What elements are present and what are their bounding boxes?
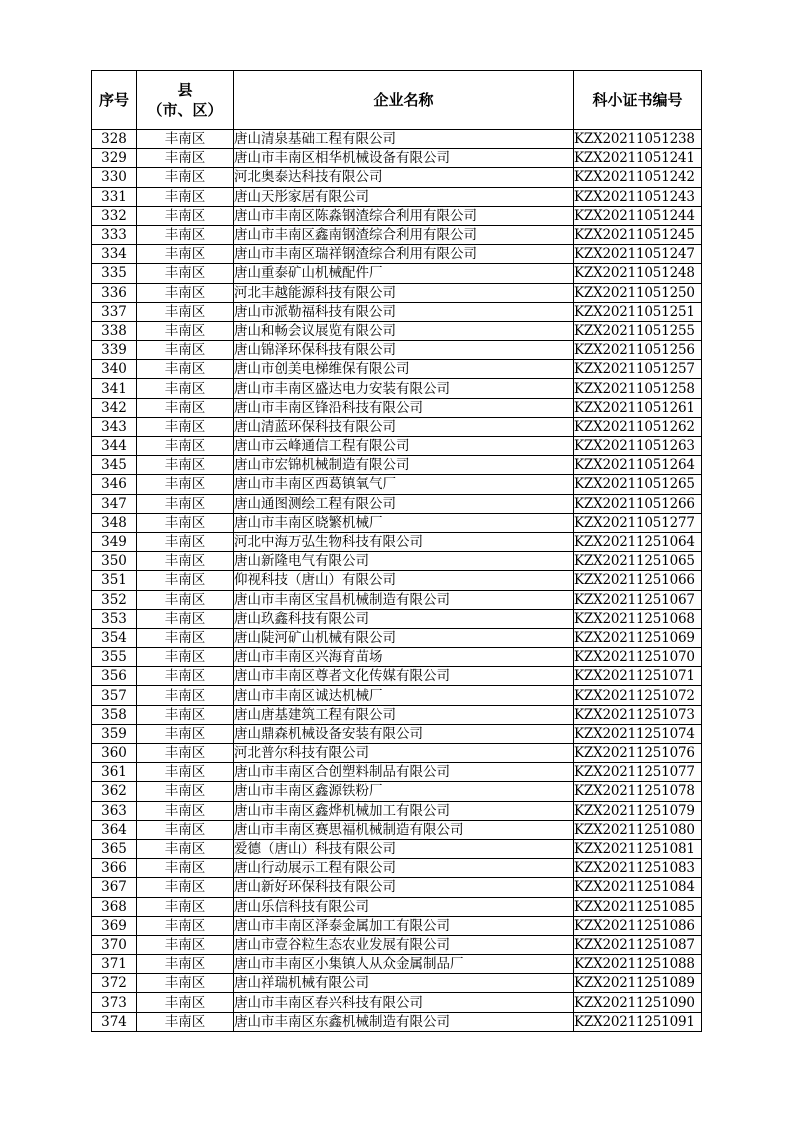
county-cell: 丰南区 bbox=[137, 667, 234, 686]
county-cell: 丰南区 bbox=[137, 245, 234, 264]
certificate-number-cell: KZX20211051247 bbox=[574, 245, 702, 264]
serial-number-cell: 328 bbox=[92, 130, 137, 149]
certificate-number-cell: KZX20211251089 bbox=[574, 974, 702, 993]
company-name-cell: 唐山清蓝环保科技有限公司 bbox=[234, 417, 574, 436]
certificate-number-cell: KZX20211251064 bbox=[574, 532, 702, 551]
header-row bbox=[92, 71, 702, 130]
table-row bbox=[92, 456, 702, 475]
company-name-cell: 唐山天彤家居有限公司 bbox=[234, 187, 574, 206]
certificate-number-cell: KZX20211251080 bbox=[574, 820, 702, 839]
certificate-number-cell: KZX20211051255 bbox=[574, 321, 702, 340]
table-row bbox=[92, 820, 702, 839]
header-county bbox=[137, 71, 234, 130]
table-row bbox=[92, 379, 702, 398]
serial-number-cell: 348 bbox=[92, 513, 137, 532]
county-cell: 丰南区 bbox=[137, 398, 234, 417]
company-name-cell: 唐山市丰南区鑫南钢渣综合利用有限公司 bbox=[234, 225, 574, 244]
company-name-cell: 唐山市丰南区小集镇人从众金属制品厂 bbox=[234, 955, 574, 974]
table-row bbox=[92, 283, 702, 302]
certificate-number-cell: KZX20211251073 bbox=[574, 705, 702, 724]
company-name-cell: 唐山玖鑫科技有限公司 bbox=[234, 609, 574, 628]
serial-number-cell: 370 bbox=[92, 935, 137, 954]
certificate-number-cell: KZX20211251091 bbox=[574, 1012, 702, 1031]
table-row bbox=[92, 494, 702, 513]
serial-number-cell: 331 bbox=[92, 187, 137, 206]
certificate-number-cell: KZX20211051277 bbox=[574, 513, 702, 532]
county-cell: 丰南区 bbox=[137, 916, 234, 935]
serial-number-cell: 339 bbox=[92, 341, 137, 360]
county-cell: 丰南区 bbox=[137, 456, 234, 475]
company-name-cell: 唐山市丰南区合创塑料制品有限公司 bbox=[234, 763, 574, 782]
serial-number-cell: 365 bbox=[92, 839, 137, 858]
county-cell: 丰南区 bbox=[137, 628, 234, 647]
county-cell: 丰南区 bbox=[137, 417, 234, 436]
serial-number-cell: 333 bbox=[92, 225, 137, 244]
serial-number-cell: 373 bbox=[92, 993, 137, 1012]
serial-number-cell: 332 bbox=[92, 206, 137, 225]
company-name-cell: 唐山锦泽环保科技有限公司 bbox=[234, 341, 574, 360]
header-company-name: 企业名称 bbox=[234, 71, 574, 130]
certificate-number-cell: KZX20211051244 bbox=[574, 206, 702, 225]
company-name-cell: 唐山唐基建筑工程有限公司 bbox=[234, 705, 574, 724]
table-row bbox=[92, 417, 702, 436]
company-name-cell: 河北丰越能源科技有限公司 bbox=[234, 283, 574, 302]
company-name-cell: 唐山市派勒福科技有限公司 bbox=[234, 302, 574, 321]
company-name-cell: 河北奥泰达科技有限公司 bbox=[234, 168, 574, 187]
company-name-cell: 唐山市丰南区鑫烨机械加工有限公司 bbox=[234, 801, 574, 820]
county-cell: 丰南区 bbox=[137, 955, 234, 974]
table-row bbox=[92, 897, 702, 916]
certificate-number-cell: KZX20211251088 bbox=[574, 955, 702, 974]
county-cell: 丰南区 bbox=[137, 494, 234, 513]
serial-number-cell: 352 bbox=[92, 590, 137, 609]
company-name-cell: 唐山市丰南区赛思福机械制造有限公司 bbox=[234, 820, 574, 839]
serial-number-cell: 358 bbox=[92, 705, 137, 724]
serial-number-cell: 341 bbox=[92, 379, 137, 398]
serial-number-cell: 354 bbox=[92, 628, 137, 647]
certificate-number-cell: KZX20211251077 bbox=[574, 763, 702, 782]
county-cell: 丰南区 bbox=[137, 552, 234, 571]
table-row bbox=[92, 513, 702, 532]
company-name-cell: 唐山祥瑞机械有限公司 bbox=[234, 974, 574, 993]
company-name-cell: 唐山通图测绘工程有限公司 bbox=[234, 494, 574, 513]
company-name-cell: 唐山市创美电梯维保有限公司 bbox=[234, 360, 574, 379]
serial-number-cell: 371 bbox=[92, 955, 137, 974]
serial-number-cell: 372 bbox=[92, 974, 137, 993]
table-row bbox=[92, 360, 702, 379]
serial-number-cell: 359 bbox=[92, 724, 137, 743]
table-row bbox=[92, 686, 702, 705]
county-cell: 丰南区 bbox=[137, 149, 234, 168]
table-row bbox=[92, 225, 702, 244]
serial-number-cell: 368 bbox=[92, 897, 137, 916]
company-name-cell: 唐山乐信科技有限公司 bbox=[234, 897, 574, 916]
certificate-number-cell: KZX20211251065 bbox=[574, 552, 702, 571]
table-row bbox=[92, 532, 702, 551]
county-cell: 丰南区 bbox=[137, 686, 234, 705]
county-cell: 丰南区 bbox=[137, 513, 234, 532]
table-row bbox=[92, 801, 702, 820]
certificate-number-cell: KZX20211251087 bbox=[574, 935, 702, 954]
certificate-number-cell: KZX20211051243 bbox=[574, 187, 702, 206]
county-cell: 丰南区 bbox=[137, 475, 234, 494]
serial-number-cell: 334 bbox=[92, 245, 137, 264]
table-row bbox=[92, 955, 702, 974]
certificate-number-cell: KZX20211251090 bbox=[574, 993, 702, 1012]
county-cell: 丰南区 bbox=[137, 935, 234, 954]
table-row bbox=[92, 168, 702, 187]
serial-number-cell: 364 bbox=[92, 820, 137, 839]
header-county-line1: 县 bbox=[177, 81, 193, 99]
certificate-number-cell: KZX20211051257 bbox=[574, 360, 702, 379]
certificate-number-cell: KZX20211251076 bbox=[574, 744, 702, 763]
serial-number-cell: 366 bbox=[92, 859, 137, 878]
serial-number-cell: 367 bbox=[92, 878, 137, 897]
serial-number-cell: 369 bbox=[92, 916, 137, 935]
county-cell: 丰南区 bbox=[137, 283, 234, 302]
company-name-cell: 唐山市丰南区鑫源铁粉厂 bbox=[234, 782, 574, 801]
county-cell: 丰南区 bbox=[137, 437, 234, 456]
serial-number-cell: 349 bbox=[92, 532, 137, 551]
serial-number-cell: 340 bbox=[92, 360, 137, 379]
company-name-cell: 唐山市宏锦机械制造有限公司 bbox=[234, 456, 574, 475]
company-name-cell: 唐山市丰南区泽泰金属加工有限公司 bbox=[234, 916, 574, 935]
certificate-number-cell: KZX20211251068 bbox=[574, 609, 702, 628]
serial-number-cell: 344 bbox=[92, 437, 137, 456]
company-name-cell: 唐山市丰南区瑞祥钢渣综合利用有限公司 bbox=[234, 245, 574, 264]
company-name-cell: 唐山新隆电气有限公司 bbox=[234, 552, 574, 571]
table-row bbox=[92, 878, 702, 897]
serial-number-cell: 356 bbox=[92, 667, 137, 686]
company-name-cell: 唐山重泰矿山机械配件厂 bbox=[234, 264, 574, 283]
certificate-number-cell: KZX20211251085 bbox=[574, 897, 702, 916]
table-row bbox=[92, 341, 702, 360]
company-name-cell: 唐山市丰南区东鑫机械制造有限公司 bbox=[234, 1012, 574, 1031]
serial-number-cell: 362 bbox=[92, 782, 137, 801]
certificate-number-cell: KZX20211251069 bbox=[574, 628, 702, 647]
certificate-number-cell: KZX20211051238 bbox=[574, 130, 702, 149]
serial-number-cell: 338 bbox=[92, 321, 137, 340]
table-row bbox=[92, 130, 702, 149]
county-cell: 丰南区 bbox=[137, 705, 234, 724]
table-row bbox=[92, 763, 702, 782]
table-row bbox=[92, 705, 702, 724]
table-row bbox=[92, 321, 702, 340]
serial-number-cell: 363 bbox=[92, 801, 137, 820]
company-name-cell: 唐山新好环保科技有限公司 bbox=[234, 878, 574, 897]
company-name-cell: 唐山清泉基础工程有限公司 bbox=[234, 130, 574, 149]
county-cell: 丰南区 bbox=[137, 341, 234, 360]
county-cell: 丰南区 bbox=[137, 168, 234, 187]
serial-number-cell: 336 bbox=[92, 283, 137, 302]
table-row bbox=[92, 648, 702, 667]
county-cell: 丰南区 bbox=[137, 302, 234, 321]
table-row bbox=[92, 398, 702, 417]
serial-number-cell: 337 bbox=[92, 302, 137, 321]
county-cell: 丰南区 bbox=[137, 724, 234, 743]
certificate-number-cell: KZX20211251070 bbox=[574, 648, 702, 667]
company-name-cell: 唐山市丰南区尊者文化传媒有限公司 bbox=[234, 667, 574, 686]
certificate-number-cell: KZX20211051261 bbox=[574, 398, 702, 417]
serial-number-cell: 357 bbox=[92, 686, 137, 705]
table-row bbox=[92, 264, 702, 283]
table-row bbox=[92, 571, 702, 590]
company-name-cell: 河北普尔科技有限公司 bbox=[234, 744, 574, 763]
county-cell: 丰南区 bbox=[137, 801, 234, 820]
county-cell: 丰南区 bbox=[137, 532, 234, 551]
serial-number-cell: 335 bbox=[92, 264, 137, 283]
header-county-line2: （市、区） bbox=[147, 101, 223, 119]
table-row bbox=[92, 187, 702, 206]
county-cell: 丰南区 bbox=[137, 859, 234, 878]
table-body bbox=[92, 130, 702, 1032]
county-cell: 丰南区 bbox=[137, 206, 234, 225]
certificate-number-cell: KZX20211251079 bbox=[574, 801, 702, 820]
certificate-number-cell: KZX20211051262 bbox=[574, 417, 702, 436]
table-row bbox=[92, 552, 702, 571]
county-cell: 丰南区 bbox=[137, 130, 234, 149]
certificate-number-cell: KZX20211051241 bbox=[574, 149, 702, 168]
header-serial-number: 序号 bbox=[92, 71, 137, 130]
company-name-cell: 唐山市丰南区盛达电力安装有限公司 bbox=[234, 379, 574, 398]
county-cell: 丰南区 bbox=[137, 820, 234, 839]
table-row bbox=[92, 974, 702, 993]
table-row bbox=[92, 667, 702, 686]
serial-number-cell: 355 bbox=[92, 648, 137, 667]
certificate-number-cell: KZX20211051263 bbox=[574, 437, 702, 456]
serial-number-cell: 346 bbox=[92, 475, 137, 494]
table-row bbox=[92, 475, 702, 494]
company-name-cell: 唐山市丰南区兴海育苗场 bbox=[234, 648, 574, 667]
company-name-cell: 唐山鼎森机械设备安装有限公司 bbox=[234, 724, 574, 743]
table-row bbox=[92, 1012, 702, 1031]
county-cell: 丰南区 bbox=[137, 878, 234, 897]
company-name-cell: 唐山市丰南区陈淼钢渣综合利用有限公司 bbox=[234, 206, 574, 225]
company-name-cell: 唐山市丰南区诚达机械厂 bbox=[234, 686, 574, 705]
serial-number-cell: 350 bbox=[92, 552, 137, 571]
certificate-number-cell: KZX20211051264 bbox=[574, 456, 702, 475]
serial-number-cell: 347 bbox=[92, 494, 137, 513]
county-cell: 丰南区 bbox=[137, 609, 234, 628]
county-cell: 丰南区 bbox=[137, 360, 234, 379]
certificate-number-cell: KZX20211051251 bbox=[574, 302, 702, 321]
certificate-number-cell: KZX20211051245 bbox=[574, 225, 702, 244]
table-row bbox=[92, 206, 702, 225]
company-name-cell: 爱德（唐山）科技有限公司 bbox=[234, 839, 574, 858]
certificate-number-cell: KZX20211051258 bbox=[574, 379, 702, 398]
company-name-cell: 唐山市壹谷粒生态农业发展有限公司 bbox=[234, 935, 574, 954]
county-cell: 丰南区 bbox=[137, 379, 234, 398]
serial-number-cell: 345 bbox=[92, 456, 137, 475]
certificate-number-cell: KZX20211051242 bbox=[574, 168, 702, 187]
county-cell: 丰南区 bbox=[137, 1012, 234, 1031]
serial-number-cell: 353 bbox=[92, 609, 137, 628]
certificate-number-cell: KZX20211251081 bbox=[574, 839, 702, 858]
table-row bbox=[92, 993, 702, 1012]
county-cell: 丰南区 bbox=[137, 897, 234, 916]
company-name-cell: 仰视科技（唐山）有限公司 bbox=[234, 571, 574, 590]
serial-number-cell: 360 bbox=[92, 744, 137, 763]
company-name-cell: 唐山市丰南区宝昌机械制造有限公司 bbox=[234, 590, 574, 609]
certificate-number-cell: KZX20211051256 bbox=[574, 341, 702, 360]
certificate-number-cell: KZX20211251072 bbox=[574, 686, 702, 705]
company-name-cell: 唐山陡河矿山机械有限公司 bbox=[234, 628, 574, 647]
company-name-cell: 河北中海万弘生物科技有限公司 bbox=[234, 532, 574, 551]
certificate-number-cell: KZX20211251071 bbox=[574, 667, 702, 686]
serial-number-cell: 342 bbox=[92, 398, 137, 417]
table-row bbox=[92, 859, 702, 878]
company-name-cell: 唐山市云峰通信工程有限公司 bbox=[234, 437, 574, 456]
county-cell: 丰南区 bbox=[137, 321, 234, 340]
company-name-cell: 唐山和畅会议展览有限公司 bbox=[234, 321, 574, 340]
certificate-number-cell: KZX20211051265 bbox=[574, 475, 702, 494]
county-cell: 丰南区 bbox=[137, 782, 234, 801]
county-cell: 丰南区 bbox=[137, 839, 234, 858]
certificate-number-cell: KZX20211051266 bbox=[574, 494, 702, 513]
company-name-cell: 唐山市丰南区晓繁机械厂 bbox=[234, 513, 574, 532]
county-cell: 丰南区 bbox=[137, 763, 234, 782]
table-row bbox=[92, 302, 702, 321]
certificate-number-cell: KZX20211251066 bbox=[574, 571, 702, 590]
certificate-number-cell: KZX20211251083 bbox=[574, 859, 702, 878]
company-name-cell: 唐山市丰南区西葛镇氧气厂 bbox=[234, 475, 574, 494]
certificate-number-cell: KZX20211251084 bbox=[574, 878, 702, 897]
enterprise-table bbox=[91, 70, 702, 1032]
county-cell: 丰南区 bbox=[137, 993, 234, 1012]
serial-number-cell: 374 bbox=[92, 1012, 137, 1031]
table-header bbox=[92, 71, 702, 130]
county-cell: 丰南区 bbox=[137, 225, 234, 244]
company-name-cell: 唐山市丰南区相华机械设备有限公司 bbox=[234, 149, 574, 168]
serial-number-cell: 351 bbox=[92, 571, 137, 590]
certificate-number-cell: KZX20211251078 bbox=[574, 782, 702, 801]
header-certificate-number: 科小证书编号 bbox=[574, 71, 702, 130]
serial-number-cell: 343 bbox=[92, 417, 137, 436]
county-cell: 丰南区 bbox=[137, 571, 234, 590]
table-row bbox=[92, 609, 702, 628]
company-name-cell: 唐山行动展示工程有限公司 bbox=[234, 859, 574, 878]
certificate-number-cell: KZX20211251086 bbox=[574, 916, 702, 935]
table-row bbox=[92, 724, 702, 743]
table-row bbox=[92, 744, 702, 763]
company-name-cell: 唐山市丰南区锋沿科技有限公司 bbox=[234, 398, 574, 417]
certificate-number-cell: KZX20211251067 bbox=[574, 590, 702, 609]
serial-number-cell: 330 bbox=[92, 168, 137, 187]
table-row bbox=[92, 839, 702, 858]
certificate-number-cell: KZX20211251074 bbox=[574, 724, 702, 743]
company-name-cell: 唐山市丰南区春兴科技有限公司 bbox=[234, 993, 574, 1012]
county-cell: 丰南区 bbox=[137, 744, 234, 763]
table-row bbox=[92, 628, 702, 647]
county-cell: 丰南区 bbox=[137, 648, 234, 667]
table-row bbox=[92, 245, 702, 264]
serial-number-cell: 329 bbox=[92, 149, 137, 168]
table-row bbox=[92, 437, 702, 456]
table-row bbox=[92, 935, 702, 954]
county-cell: 丰南区 bbox=[137, 590, 234, 609]
county-cell: 丰南区 bbox=[137, 187, 234, 206]
county-cell: 丰南区 bbox=[137, 974, 234, 993]
table-row bbox=[92, 149, 702, 168]
county-cell: 丰南区 bbox=[137, 264, 234, 283]
certificate-number-cell: KZX20211051250 bbox=[574, 283, 702, 302]
table-row bbox=[92, 590, 702, 609]
table-row bbox=[92, 916, 702, 935]
certificate-number-cell: KZX20211051248 bbox=[574, 264, 702, 283]
table-row bbox=[92, 782, 702, 801]
serial-number-cell: 361 bbox=[92, 763, 137, 782]
